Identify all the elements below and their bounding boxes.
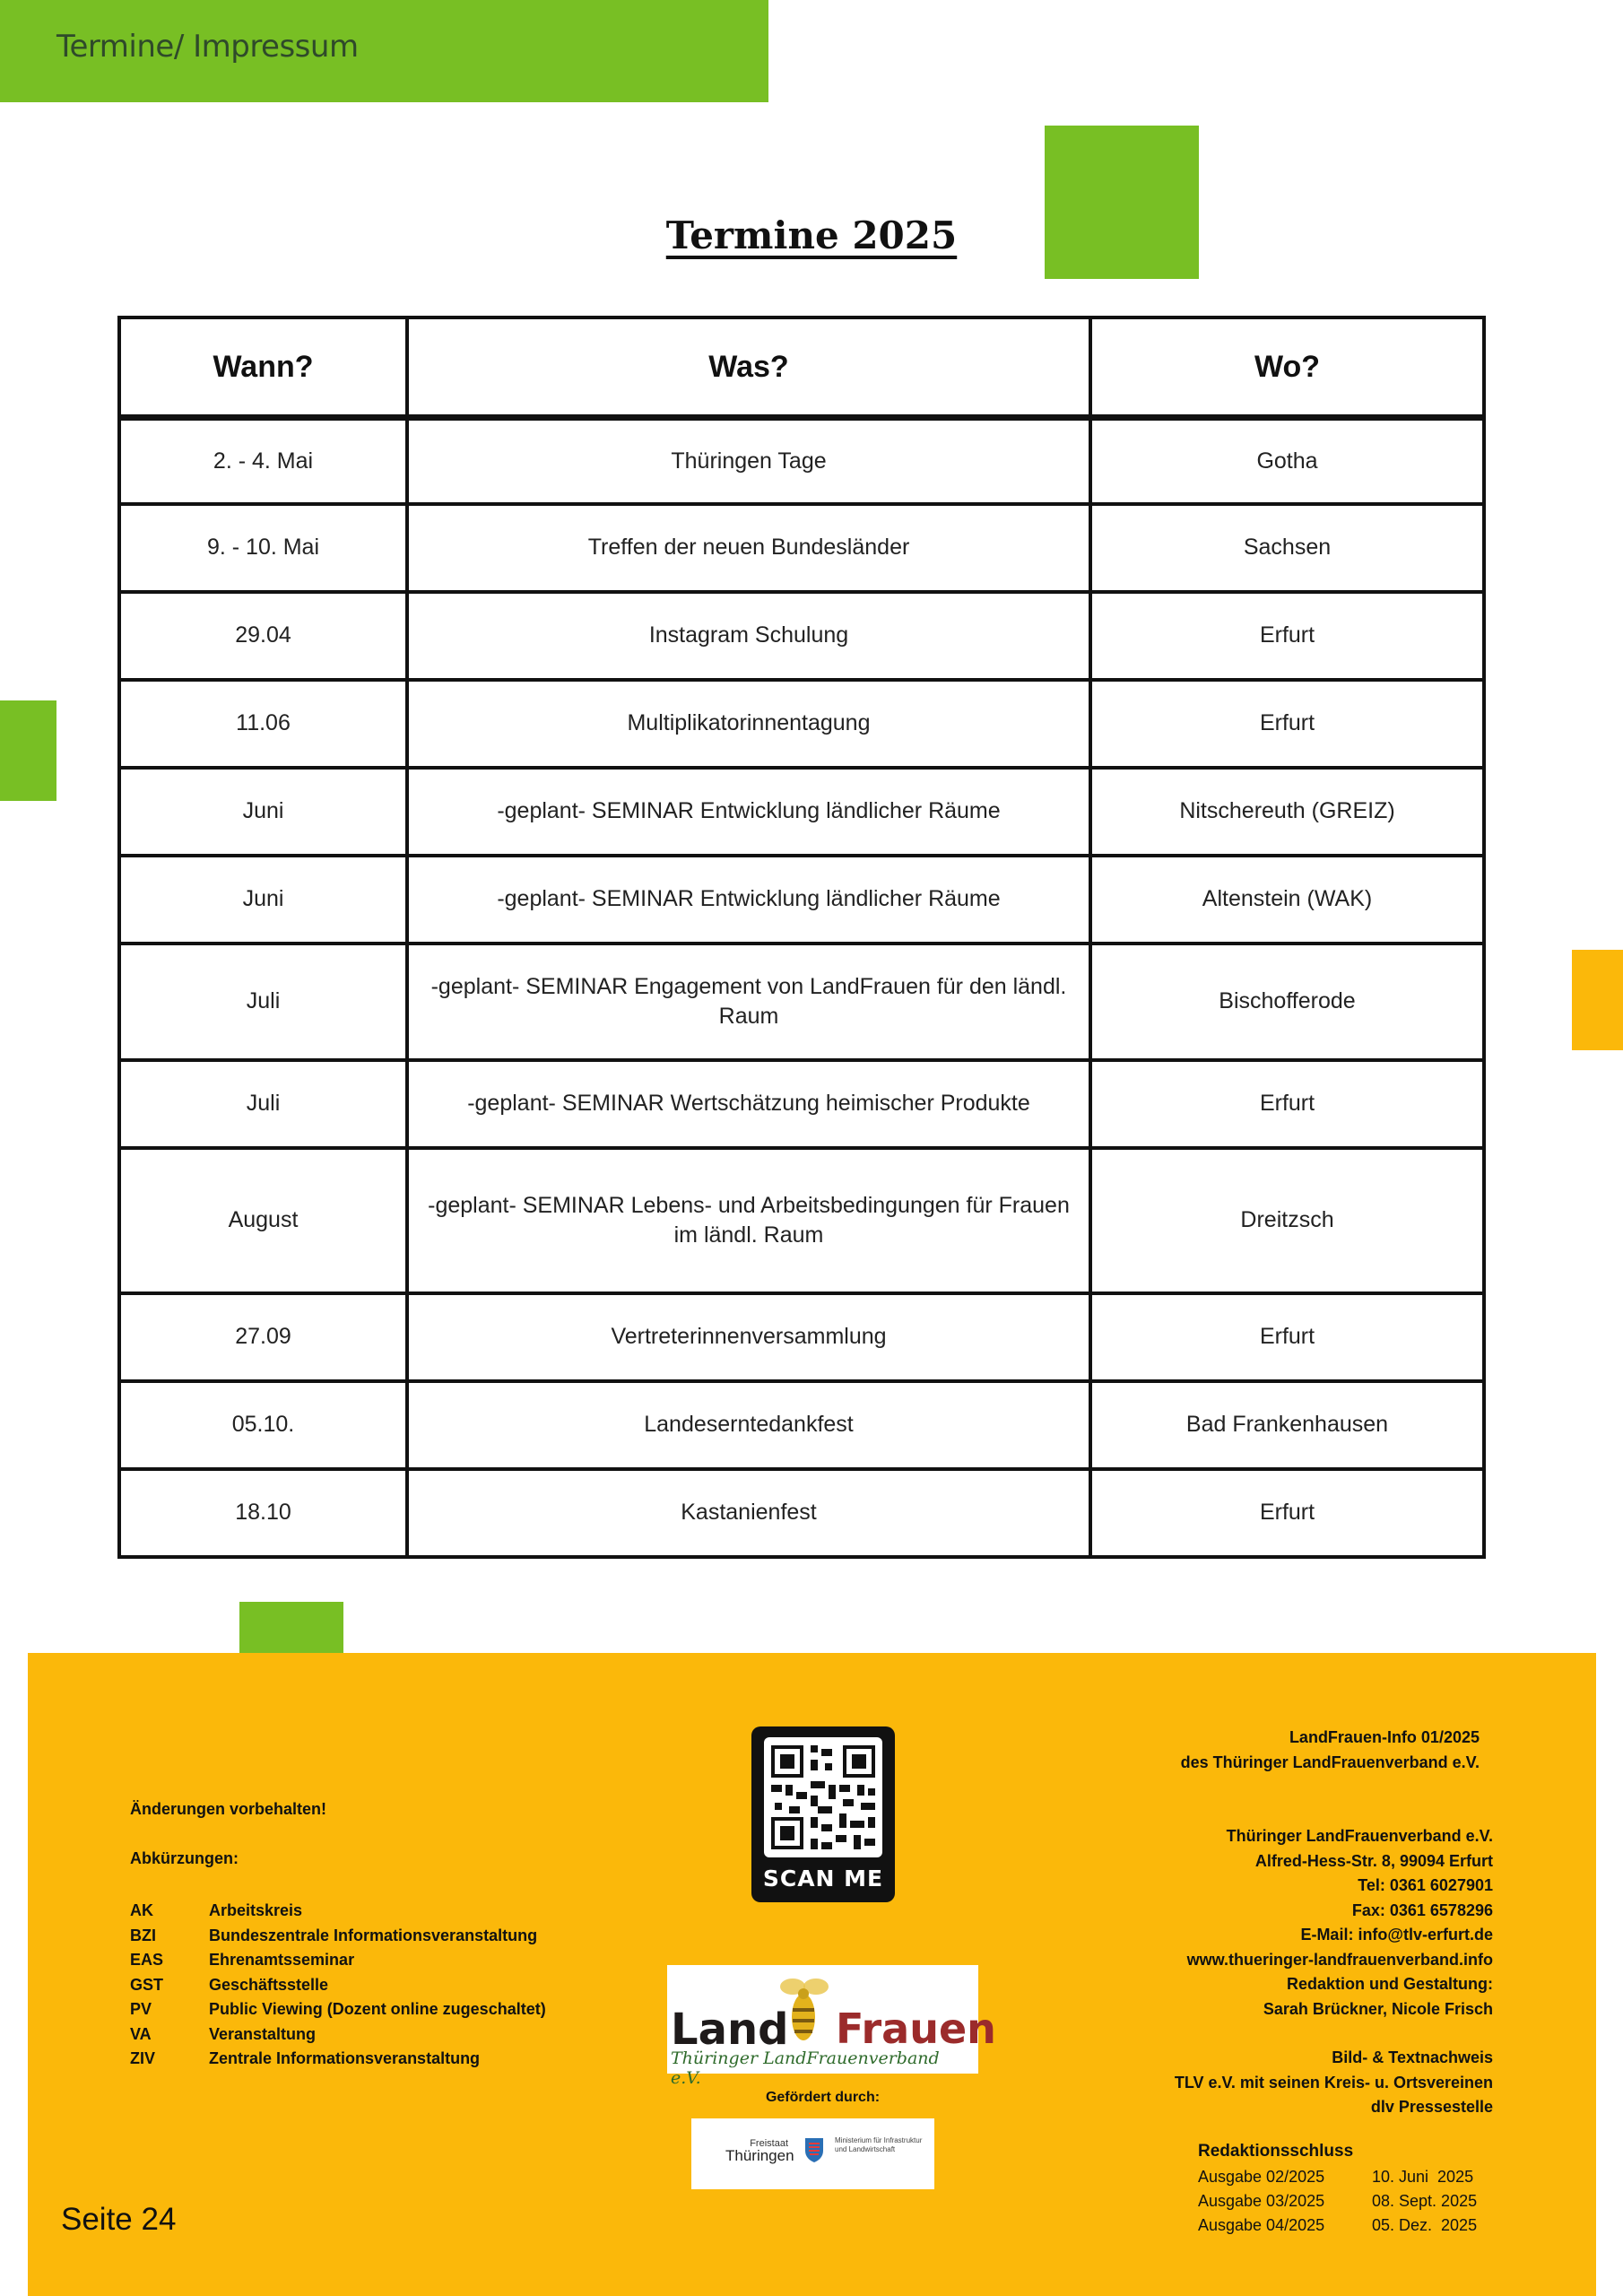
cell-was: -geplant- SEMINAR Engagement von LandFrauen für den ländl. Raum [407, 944, 1090, 1060]
abbreviation-meaning: Ehrenamtsseminar [209, 1951, 355, 1969]
cell-wann: Juli [119, 944, 407, 1060]
cell-wo: Altenstein (WAK) [1090, 856, 1484, 944]
column-header-wann: Wann? [119, 317, 407, 418]
cell-was: -geplant- SEMINAR Wertschätzung heimischer Produkte [407, 1060, 1090, 1148]
cell-wo: Gotha [1090, 418, 1484, 504]
cell-wann: 05.10. [119, 1381, 407, 1469]
column-header-wo: Wo? [1090, 317, 1484, 418]
section-title: Termine/ Impressum [56, 29, 359, 65]
cell-wann: 11.06 [119, 680, 407, 768]
issue-line-2: des Thüringer LandFrauenverband e.V. [1180, 1752, 1480, 1771]
abbreviation-item [130, 2022, 546, 2048]
crest-icon [803, 2136, 825, 2163]
cell-wo: Erfurt [1090, 1469, 1484, 1557]
impressum-credits [1175, 2046, 1493, 2120]
ministry-name: Ministerium für Infrastruktur und Landwirtschaft [835, 2136, 923, 2153]
landfrauen-logo [667, 1965, 996, 2088]
org-email: E-Mail: info@tlv-erfurt.de [1300, 1926, 1493, 1944]
cell-wo: Bad Frankenhausen [1090, 1381, 1484, 1469]
abbreviation-item [130, 1899, 546, 1924]
abbreviation-item [130, 1997, 546, 2022]
abbreviation-item [130, 1924, 546, 1949]
logo-word-land: Land [671, 2005, 789, 2055]
cell-wann: 27.09 [119, 1293, 407, 1381]
abbreviation-item [130, 1973, 546, 1998]
cell-wann: 29.04 [119, 592, 407, 680]
column-header-was: Was? [407, 317, 1090, 418]
funded-by-label: Gefördert durch: [765, 2090, 881, 2105]
abbreviation-item [130, 1948, 546, 1973]
cell-wann: Juli [119, 1060, 407, 1148]
decorative-square-right [1572, 950, 1623, 1050]
cell-wann: 2. - 4. Mai [119, 418, 407, 504]
cell-was: Thüringen Tage [407, 418, 1090, 504]
cell-was: Kastanienfest [407, 1469, 1090, 1557]
cell-was-line2: im ländl. Raum [673, 1222, 824, 1248]
credits-line-1: TLV e.V. mit seinen Kreis- u. Ortsvereinen [1174, 2073, 1493, 2092]
abbreviation-code: EAS [130, 1951, 164, 1969]
cell-wo: Nitschereuth (GREIZ) [1090, 768, 1484, 856]
cell-was [407, 1148, 1090, 1293]
table-row [119, 1060, 1484, 1148]
cell-wann: 18.10 [119, 1469, 407, 1557]
credits-heading: Bild- & Textnachweis [1332, 2048, 1493, 2066]
deadline-date: 08. Sept. 2025 [1372, 2192, 1478, 2210]
changes-notice: Änderungen vorbehalten! [130, 1800, 327, 1818]
cell-was-line1: -geplant- SEMINAR Lebens- und Arbeitsbedingungen für Frauen [428, 1192, 1070, 1218]
table-row [119, 1148, 1484, 1293]
cell-wann: Juni [119, 768, 407, 856]
cell-was: Multiplikatorinnentagung [407, 680, 1090, 768]
editors-heading: Redaktion und Gestaltung: [1286, 1975, 1493, 1993]
abbreviation-meaning: Public Viewing (Dozent online zugeschaltet) [209, 2000, 546, 2018]
cell-wo: Bischofferode [1090, 944, 1484, 1060]
abbreviation-meaning: Geschäftsstelle [209, 1975, 329, 1994]
cell-was: -geplant- SEMINAR Entwicklung ländlicher Räume [407, 856, 1090, 944]
abbreviation-code: ZIV [130, 2049, 156, 2067]
qr-label: SCAN ME [762, 1866, 884, 1892]
org-fax: Fax: 0361 6578296 [1351, 1900, 1493, 1919]
org-website: www.thueringer-landfrauenverband.info [1186, 1950, 1493, 1969]
qr-code-image [764, 1737, 882, 1857]
abbreviation-code: AK [130, 1901, 153, 1919]
deadline-issue: Ausgabe 04/2025 [1198, 2216, 1325, 2234]
issue-line-1: LandFrauen-Info 01/2025 [1289, 1728, 1480, 1746]
page-number: Seite 24 [61, 2202, 177, 2237]
abbreviations-list [130, 1899, 546, 2072]
ministry-logo [691, 2118, 934, 2189]
abbreviation-code: BZI [130, 1926, 156, 1944]
deadline-item [1198, 2189, 1477, 2213]
deadlines-heading: Redaktionsschluss [1198, 2142, 1354, 2161]
table-row [119, 504, 1484, 592]
deadlines-list [1198, 2165, 1477, 2238]
cell-wo: Erfurt [1090, 592, 1484, 680]
cell-was: Vertreterinnenversammlung [407, 1293, 1090, 1381]
logo-word-frauen: Frauen [836, 2005, 996, 2053]
ministry-state [725, 2138, 794, 2164]
deadline-issue: Ausgabe 02/2025 [1198, 2168, 1325, 2186]
cell-wo: Dreitzsch [1090, 1148, 1484, 1293]
table-header-row [119, 317, 1484, 418]
table-row [119, 680, 1484, 768]
page-title: Termine 2025 [665, 213, 958, 257]
deadline-date: 05. Dez. 2025 [1372, 2216, 1478, 2234]
impressum-issue [1181, 1726, 1480, 1775]
abbreviation-code: VA [130, 2024, 152, 2043]
table-row [119, 1469, 1484, 1557]
abbreviation-meaning: Zentrale Informationsveranstaltung [209, 2049, 481, 2067]
cell-wo: Erfurt [1090, 1293, 1484, 1381]
abbreviation-item [130, 2047, 546, 2072]
editors-names: Sarah Brückner, Nicole Frisch [1263, 1999, 1493, 2018]
cell-wo: Erfurt [1090, 680, 1484, 768]
deadline-item [1198, 2213, 1477, 2238]
abbreviation-code: PV [130, 2000, 152, 2018]
table-row [119, 944, 1484, 1060]
decorative-square-bottom [239, 1602, 343, 1654]
table-row [119, 592, 1484, 680]
abbreviations-heading: Abkürzungen: [130, 1849, 239, 1867]
cell-was: Landeserntedankfest [407, 1381, 1090, 1469]
cell-was: Treffen der neuen Bundesländer [407, 504, 1090, 592]
cell-wo: Erfurt [1090, 1060, 1484, 1148]
table-row [119, 856, 1484, 944]
deadline-issue: Ausgabe 03/2025 [1198, 2192, 1325, 2210]
org-tel: Tel: 0361 6027901 [1358, 1876, 1493, 1894]
impressum-contact [1187, 1824, 1493, 2022]
ministry-state-name: Thüringen [725, 2147, 794, 2164]
table-row [119, 418, 1484, 504]
qr-pattern-icon [764, 1737, 882, 1857]
table-row [119, 1293, 1484, 1381]
table-row [119, 1381, 1484, 1469]
org-name: Thüringer LandFrauenverband e.V. [1226, 1827, 1493, 1845]
abbreviation-meaning: Arbeitskreis [209, 1901, 303, 1919]
table-row [119, 768, 1484, 856]
cell-was: Instagram Schulung [407, 592, 1090, 680]
decorative-square-left [0, 700, 56, 801]
abbreviation-meaning: Veranstaltung [209, 2024, 317, 2043]
ministry-state-small: Freistaat [750, 2138, 788, 2149]
cell-wann: August [119, 1148, 407, 1293]
cell-wo: Sachsen [1090, 504, 1484, 592]
schedule-table [117, 316, 1486, 1559]
credits-line-2: dlv Pressestelle [1370, 2098, 1493, 2116]
logo-subtitle: Thüringer LandFrauenverband e.V. [671, 2048, 940, 2088]
abbreviation-code: GST [130, 1975, 164, 1994]
cell-wann: Juni [119, 856, 407, 944]
deadline-date: 10. Juni 2025 [1372, 2168, 1474, 2186]
deadline-item [1198, 2165, 1477, 2189]
qr-code[interactable] [751, 1726, 895, 1902]
cell-was: -geplant- SEMINAR Entwicklung ländlicher Räume [407, 768, 1090, 856]
cell-wann: 9. - 10. Mai [119, 504, 407, 592]
org-address: Alfred-Hess-Str. 8, 99094 Erfurt [1254, 1851, 1493, 1870]
abbreviation-meaning: Bundeszentrale Informationsveranstaltung [209, 1926, 538, 1944]
